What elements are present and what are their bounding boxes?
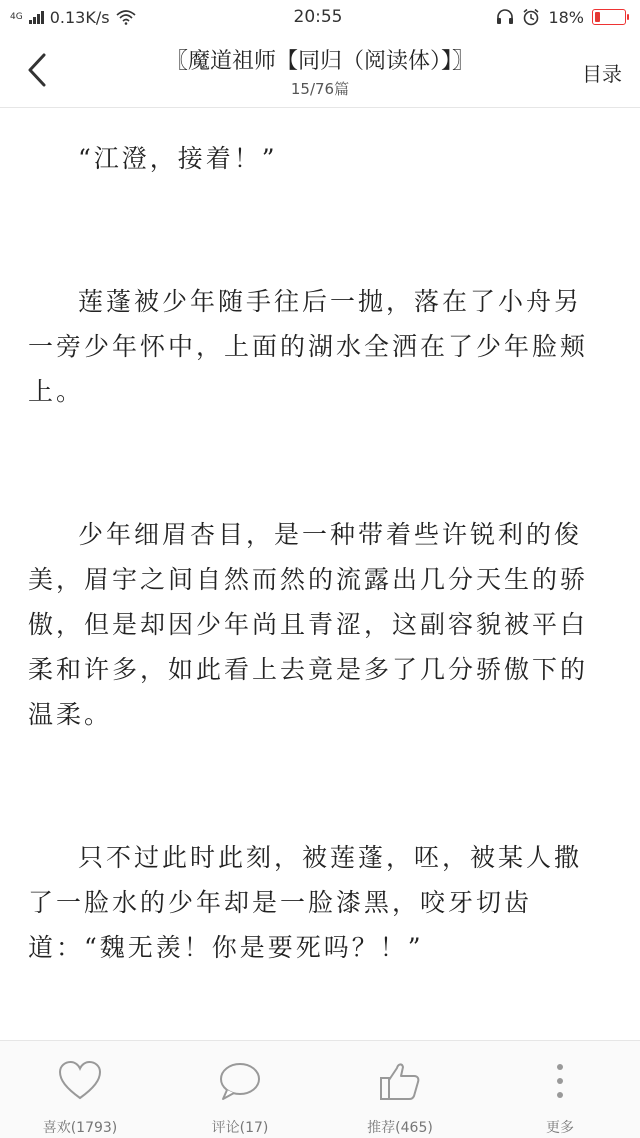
like-button[interactable] (0, 1041, 160, 1138)
thumbs-up-icon (377, 1059, 423, 1103)
battery-percent: 18% (548, 7, 584, 27)
recommend-label: 推荐(465) (367, 1120, 433, 1136)
paragraph: 只不过此时此刻，被莲蓬，呸，被某人撒了一脸水的少年却是一脸漆黑，咬牙切齿道：“魏无羡！你是要死吗？！” (28, 843, 583, 962)
signal-icon (29, 10, 44, 24)
battery-icon (592, 9, 626, 25)
comment-icon (217, 1059, 263, 1103)
headphones-icon (496, 9, 514, 25)
network-type-label: 4G (10, 11, 23, 22)
comment-label: 评论(17) (211, 1120, 269, 1136)
paragraph: 莲蓬被少年随手往后一抛，落在了小舟另一旁少年怀中，上面的湖水全洒在了少年脸颊上。 (28, 287, 589, 406)
network-type (10, 13, 23, 22)
comment-button[interactable] (160, 1041, 320, 1138)
heart-icon (57, 1059, 103, 1103)
chevron-left-icon (20, 50, 56, 90)
status-bar (0, 0, 640, 34)
bottom-action-bar (0, 1040, 640, 1138)
more-icon (537, 1059, 583, 1103)
status-left (10, 8, 230, 27)
paragraph: “江澄，接着！” (78, 144, 278, 173)
network-speed: 0.13K/s (49, 7, 110, 27)
wifi-icon (116, 9, 136, 25)
clock: 20:55 (293, 7, 343, 27)
battery-fill (595, 12, 600, 22)
alarm-icon (522, 8, 540, 26)
status-right (406, 8, 626, 27)
chapter-progress: 15/76篇 (290, 80, 350, 98)
more-button[interactable] (480, 1041, 640, 1138)
reader-header (0, 34, 640, 108)
back-button[interactable] (20, 50, 56, 90)
book-title: 〖魔道祖师【同归（阅读体）】〗 (165, 49, 474, 74)
paragraph: 少年细眉杏目，是一种带着些许锐利的俊美，眉宇之间自然而然的流露出几分天生的骄傲，但是却因少年尚且青涩，这副容貌被平白柔和许多，如此看上去竟是多了几分骄傲下的温柔。 (28, 520, 589, 729)
table-of-contents-button[interactable]: 目录 (582, 62, 622, 86)
more-label: 更多 (546, 1120, 574, 1136)
like-label: 喜欢(1793) (42, 1120, 118, 1136)
reading-content[interactable] (0, 108, 640, 1040)
recommend-button[interactable] (320, 1041, 480, 1138)
